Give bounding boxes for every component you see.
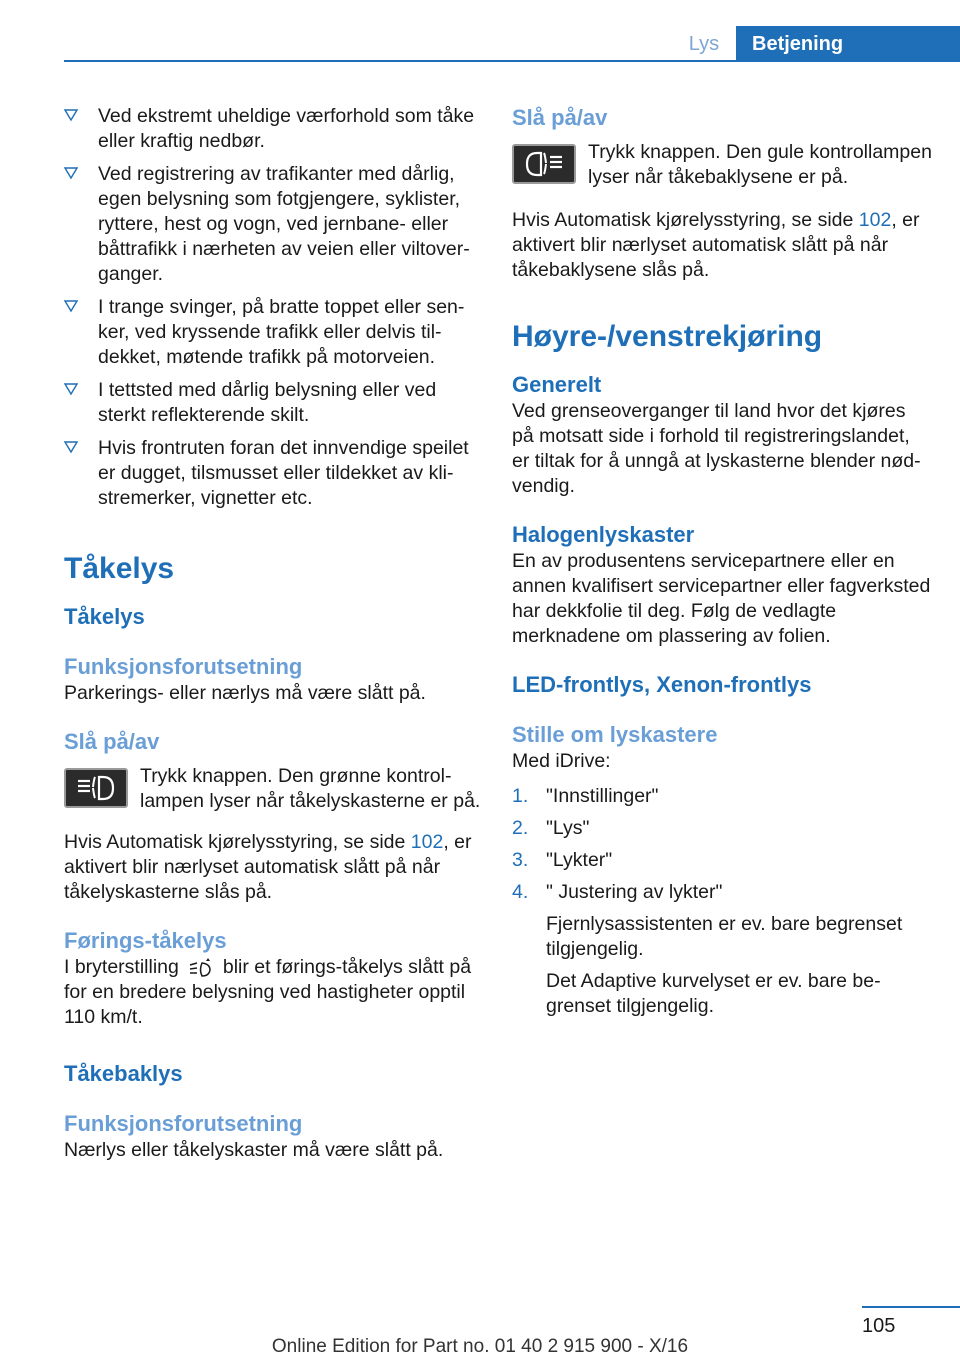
list-item [64, 378, 484, 428]
forings-text-before: I bryterstilling [64, 956, 179, 978]
auto-text-after: , er aktivert blir nærlyset automatisk slått på når tåkelyskasterne slås på. [64, 831, 472, 903]
step-number: 3. [512, 849, 529, 871]
footer-edition: Online Edition for Part no. 01 40 2 915 900 - X/16 [271, 1336, 689, 1357]
triangle-bullet-icon [64, 440, 78, 454]
triangle-bullet-icon [64, 166, 78, 180]
heading-sla-pa-av-rear: Slå på/av [512, 105, 608, 130]
auto-rear-paragraph [512, 208, 932, 283]
auto-text-before: Hvis Automatisk kjørelysstyring, se side [64, 831, 411, 853]
heading-led-xenon: LED-frontlys, Xenon-frontlys [512, 672, 812, 697]
page-number: 105 [862, 1315, 896, 1337]
left-column [64, 104, 484, 1163]
heading-halogenlyskaster: Halogenlyskaster [512, 522, 695, 547]
step-text: "Innstillinger" [546, 785, 659, 807]
list-item [512, 784, 932, 809]
sla-block [64, 764, 484, 814]
generelt-text: Ved grenseoverganger til land hvor det kjøres på motsatt side i forhold til registreringslandet, er tiltak for å unngå at lyskasterne blender nødvendig. [512, 400, 921, 497]
page-link-102[interactable]: 102 [858, 209, 892, 231]
triangle-bullet-icon [64, 108, 78, 122]
heading-takelys: Tåkelys [64, 552, 175, 585]
step-number: 4. [512, 881, 529, 903]
halogen-text: En av produsentens servicepartnere eller en annen kvalifisert servicepartner eller fagverksted har dekkfolie til deg. Følg de vedlagte merknadene om plassering av folien. [512, 550, 931, 647]
heading-funksjonsforutsetning-2: Funksjonsforutsetning [64, 1111, 303, 1136]
step-text: "Lys" [546, 817, 590, 839]
heading-takebaklys: Tåkebaklys [64, 1061, 183, 1086]
forings-text-after: blir et førings-tåkelys slått på for en bredere belysning ved hastigheter opptil 110 km/t. [64, 956, 472, 1028]
step-number: 2. [512, 817, 529, 839]
forings-paragraph [64, 955, 484, 1030]
step-text: " Justering av lykter" [546, 881, 723, 903]
sla-rear-block [512, 140, 932, 190]
stille-text: Med iDrive: [512, 750, 611, 772]
sla-rear-text: Trykk knappen. Den gule kontrollampen lyser når tåkebaklysene er på. [588, 141, 932, 188]
right-column [512, 104, 932, 1026]
step-note: Det Adaptive kurvelyset er ev. bare begrenset tilgjengelig. [546, 970, 881, 1017]
auto-text-after: , er aktivert blir nærlyset automatisk slått på når tåkebaklysene slås på. [512, 209, 920, 281]
triangle-bullet-icon [64, 299, 78, 313]
step-number: 1. [512, 785, 529, 807]
subheading-takelys: Tåkelys [64, 604, 145, 629]
step-note: Fjernlysassistenten er ev. bare begrenset tilgjengelig. [546, 913, 903, 960]
idrive-steps-list [512, 784, 932, 1019]
warning-conditions-list [64, 104, 484, 511]
heading-hoyre-venstrekjoring: Høyre-/venstrekjøring [512, 320, 823, 353]
heading-stille-om-lyskastere: Stille om lyskastere [512, 722, 718, 747]
list-item-text: I trange svinger, på bratte toppet eller senker, ved kryssende trafikk eller delvis tildekket, møtende trafikk på motorveien. [98, 296, 465, 368]
list-item [512, 848, 932, 873]
heading-generelt: Generelt [512, 372, 602, 397]
list-item [512, 880, 932, 1019]
list-item-text: Ved ekstremt uheldige værforhold som tåke eller kraftig nedbør. [98, 105, 475, 152]
list-item [64, 436, 484, 511]
list-item [64, 104, 484, 154]
list-item-text: Hvis frontruten foran det innvendige speilet er dugget, tilsmusset eller tildekket av klistremerker, vignetter etc. [98, 437, 469, 509]
list-item-text: I tettsted med dårlig belysning eller ved sterkt reflekterende skilt. [98, 379, 437, 426]
heading-sla-pa-av: Slå på/av [64, 729, 160, 754]
footer-rule [862, 1306, 960, 1308]
triangle-bullet-icon [64, 382, 78, 396]
step-text: "Lykter" [546, 849, 613, 871]
sla-text: Trykk knappen. Den grønne kontrollampen lyser når tåkelyskasterne er på. [140, 765, 481, 812]
list-item [512, 816, 932, 841]
heading-forings-takelys: Førings-tåkelys [64, 928, 227, 953]
list-item [64, 162, 484, 287]
header-tab-betjening: Betjening [736, 26, 960, 62]
heading-funksjonsforutsetning: Funksjonsforutsetning [64, 654, 303, 679]
funksjon2-text: Nærlys eller tåkelyskaster må være slått på. [64, 1139, 444, 1161]
rear-fog-light-button-icon [512, 144, 576, 184]
auto-text-before: Hvis Automatisk kjørelysstyring, se side [512, 209, 859, 231]
fog-light-switch-position-icon [187, 957, 215, 979]
list-item-text: Ved registrering av trafikanter med dårlig, egen belysning som fotgjengere, syklister, ryttere, hest og vogn, ved jernbane- eller båttrafikk i nærheten av veien eller viltoverganger. [98, 163, 470, 285]
fog-light-button-icon [64, 768, 128, 808]
list-item [64, 295, 484, 370]
auto-paragraph [64, 830, 484, 905]
header-rule [64, 60, 960, 62]
funksjon-text: Parkerings- eller nærlys må være slått på. [64, 682, 426, 704]
page-link-102[interactable]: 102 [410, 831, 444, 853]
header-tab-lys: Lys [688, 33, 720, 55]
